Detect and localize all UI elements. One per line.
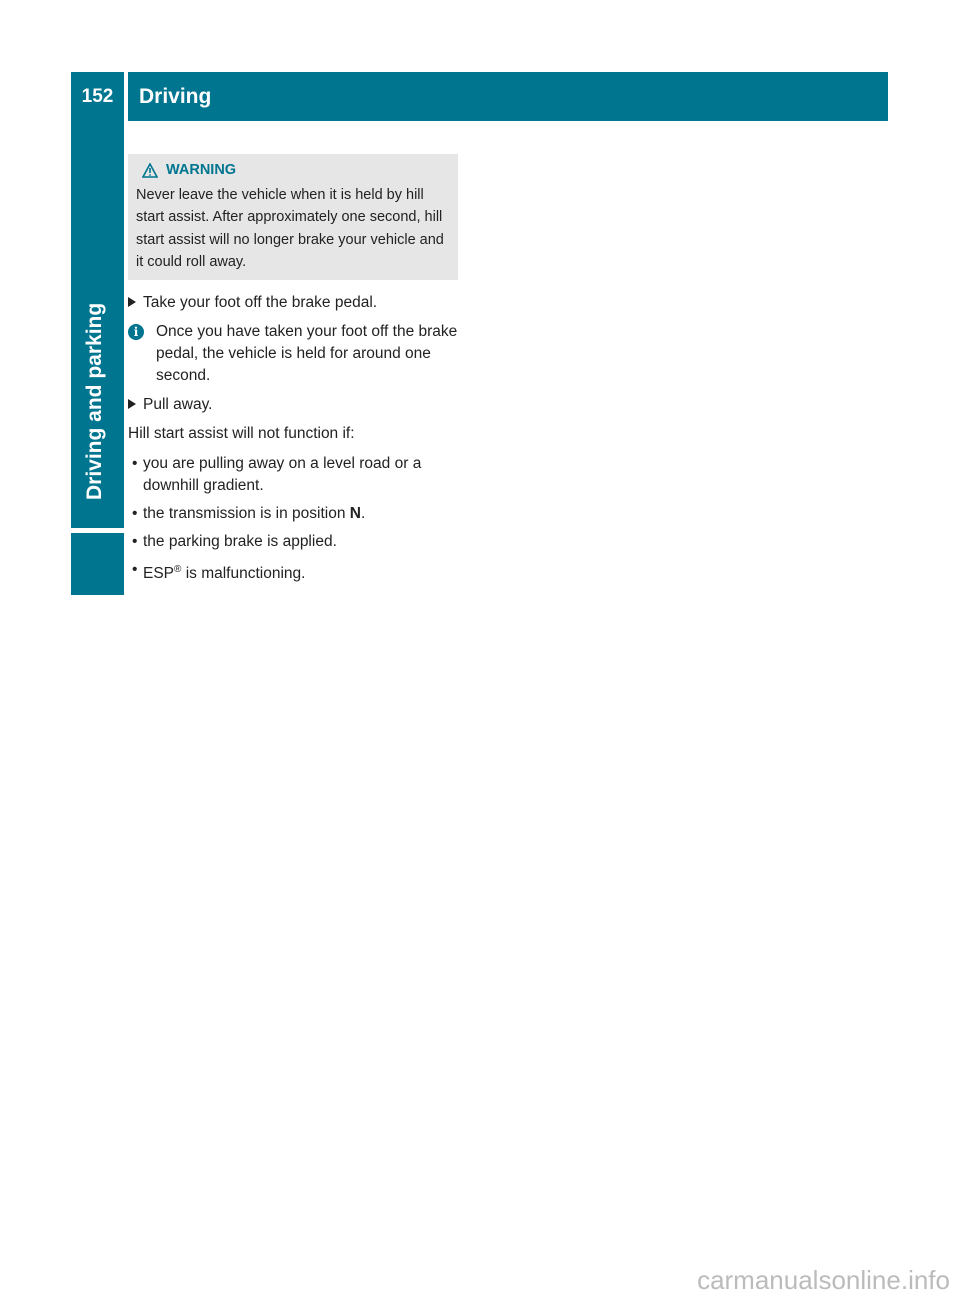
condition-item	[128, 559, 458, 585]
gear-position: N	[349, 504, 361, 522]
instruction-step	[128, 394, 458, 416]
registered-mark: ®	[174, 563, 182, 575]
step-arrow-icon	[128, 297, 136, 307]
info-note	[128, 321, 458, 387]
condition-item	[128, 453, 458, 497]
condition-text: the transmission is in position	[143, 504, 350, 522]
step-text: Take your foot off the brake pedal.	[143, 293, 378, 311]
bullet-dot: •	[132, 504, 138, 522]
warning-header	[136, 159, 450, 182]
condition-item	[128, 531, 458, 553]
bullet-dot: •	[132, 560, 138, 578]
condition-text: the parking brake is applied.	[143, 532, 337, 550]
condition-text: you are pulling away on a level road or a downhill gradient.	[143, 454, 422, 494]
page-number: 152	[81, 85, 114, 107]
chapter-label: Driving and parking	[83, 302, 106, 500]
instruction-step	[128, 292, 458, 314]
header-divider	[124, 72, 128, 121]
condition-text-end: is malfunctioning.	[181, 564, 306, 582]
info-text: Once you have taken your foot off the brake pedal, the vehicle is held for around one second.	[156, 322, 458, 384]
warning-text: Never leave the vehicle when it is held by hill start assist. After approximately one second, hill start assist will no longer brake your vehicle and it could roll away.	[136, 186, 444, 270]
warning-box	[128, 154, 458, 280]
info-icon: i	[128, 324, 144, 340]
chapter-tab-marker	[71, 533, 124, 595]
site-watermark: carmanualsonline.info	[697, 1265, 950, 1295]
chapter-side-tab	[71, 121, 124, 528]
main-content	[128, 154, 458, 591]
warning-title: WARNING	[166, 162, 237, 178]
bullet-dot: •	[132, 532, 138, 550]
step-arrow-icon	[128, 399, 136, 409]
step-text: Pull away.	[143, 395, 213, 413]
conditions-intro: Hill start assist will not function if:	[128, 424, 355, 442]
warning-triangle-icon	[142, 163, 158, 178]
bullet-dot: •	[132, 454, 138, 472]
condition-text: ESP	[143, 564, 175, 582]
section-title: Driving	[139, 84, 212, 108]
page-header	[71, 72, 888, 121]
condition-item	[128, 503, 458, 525]
condition-text-end: .	[360, 504, 366, 522]
